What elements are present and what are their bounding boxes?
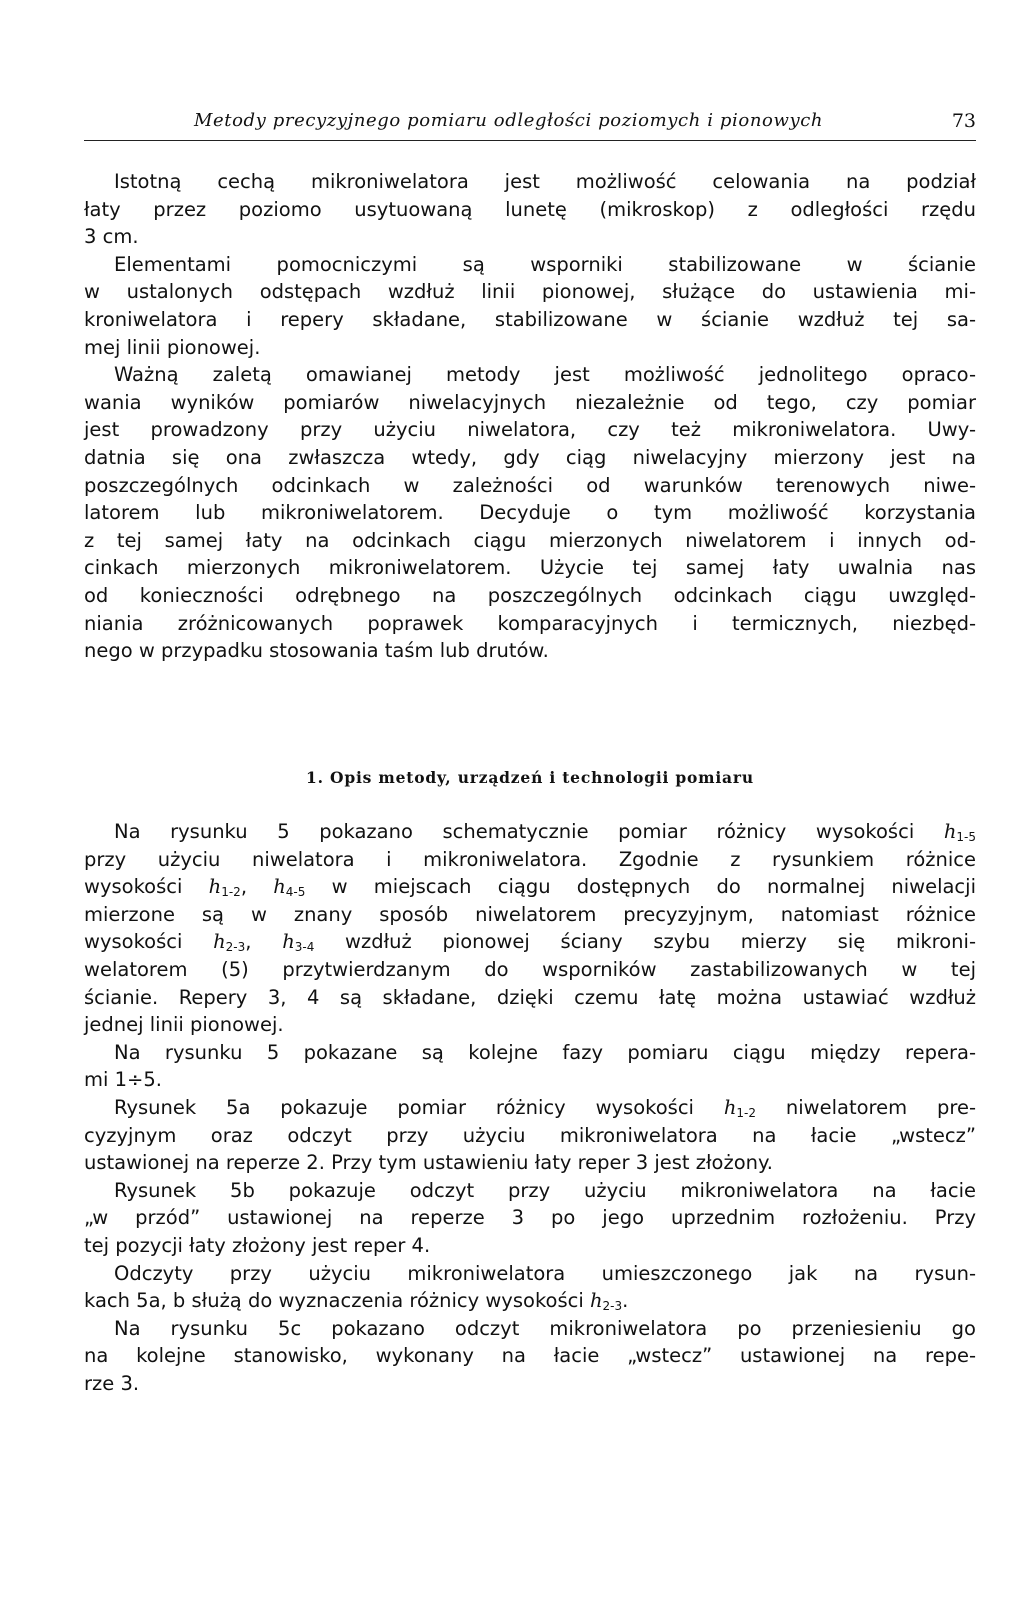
text-line: Ważną zaletą omawianej metody jest możliwość jednolitego opraco-: [114, 363, 976, 387]
text-line: Rysunek 5b pokazuje odczyt przy użyciu mikroniwelatora na łacie: [114, 1178, 976, 1202]
section-heading: 1. Opis metody, urządzeń i technologii pomiaru: [306, 768, 754, 787]
symbol-h: h: [589, 1289, 603, 1313]
paragraph-2: [84, 251, 976, 361]
text-line: kach 5a, b służą do wyznaczenia różnicy wysokości $h_{2-3}$.: [84, 1289, 629, 1314]
text-line: Rysunek 5a pokazuje pomiar różnicy wysokości $h_{1-2}$ niwelatorem pre-: [114, 1095, 976, 1120]
text-block-top: [84, 168, 976, 665]
text-line: ścianie. Repery 3, 4 są składane, dzięki czemu łatę można ustawiać wzdłuż: [84, 985, 976, 1009]
text-line: Elementami pomocniczymi są wsporniki stabilizowane w ścianie: [114, 252, 976, 276]
text-line: jednej linii pionowej.: [84, 1013, 284, 1037]
text-line: mi 1÷5.: [84, 1068, 162, 1092]
page-number: 73: [951, 110, 976, 132]
text-line: jest prowadzony przy użyciu niwelatora, czy też mikroniwelatora. Uwy-: [84, 418, 976, 442]
text-line: welatorem (5) przytwierdzanym do wsporników zastabilizowanych w tej: [84, 957, 976, 981]
text-line: latorem lub mikroniwelatorem. Decyduje o tym możliwość korzystania: [84, 501, 976, 525]
text-line: poszczególnych odcinkach w zależności od warunków terenowych niwe-: [84, 473, 976, 497]
symbol-h: h: [213, 930, 226, 954]
text-line: „w przód” ustawionej na reperze 3 po jego uprzednim rozłożeniu. Przy: [84, 1206, 976, 1230]
text-line: na kolejne stanowisko, wykonany na łacie „wstecz” ustawionej na repe-: [84, 1344, 976, 1368]
text-block-bottom: [84, 818, 976, 1397]
paragraph-6: [84, 1094, 976, 1177]
text-line: mej linii pionowej.: [84, 335, 261, 359]
text-line: Odczyty przy użyciu mikroniwelatora umieszczonego jak na rysun-: [114, 1261, 976, 1285]
symbol-h: h: [943, 820, 957, 843]
symbol-h: h: [282, 930, 295, 954]
symbol-h: h: [723, 1095, 737, 1119]
text-line: Istotną cechą mikroniwelatora jest możliwość celowania na podział: [114, 170, 976, 193]
text-line: ustawionej na reperze 2. Przy tym ustawieniu łaty reper 3 jest złożony.: [84, 1151, 773, 1175]
symbol-h: h: [208, 875, 222, 899]
text-line: z tej samej łaty na odcinkach ciągu mierzonych niwelatorem i innych od-: [84, 528, 976, 552]
text-line: cyzyjnym oraz odczyt przy użyciu mikroniwelatora na łacie „wstecz”: [84, 1123, 976, 1147]
paragraph-1: [84, 168, 976, 251]
paragraph-7: [84, 1177, 976, 1260]
text-line: wysokości $h_{1-2}$, $h_{4-5}$ w miejscach ciągu dostępnych do normalnej niwelacji: [84, 875, 976, 900]
paragraph-4: [84, 818, 976, 1039]
text-line: od konieczności odrębnego na poszczególnych odcinkach ciągu uwzględ-: [84, 583, 976, 607]
paragraph-5: [84, 1039, 976, 1094]
text-line: wania wyników pomiarów niwelacyjnych niezależnie od tego, czy pomiar: [84, 390, 976, 414]
text-line: wysokości $h_{2-3}$, $h_{3-4}$ wzdłuż pionowej ściany szybu mierzy się mikroni-: [84, 930, 976, 955]
text-line: łaty przez poziomo usytuowaną lunetę (mikroskop) z odległości rzędu: [84, 197, 976, 221]
text-line: w ustalonych odstępach wzdłuż linii pionowej, służące do ustawienia mi-: [84, 280, 976, 304]
text-line: rze 3.: [84, 1371, 140, 1395]
text-line: datnia się ona zwłaszcza wtedy, gdy ciąg niwelacyjny mierzony jest na: [84, 445, 976, 469]
text-line: nego w przypadku stosowania taśm lub drutów.: [84, 639, 549, 663]
paragraph-9: [84, 1315, 976, 1398]
text-line: tej pozycji łaty złożony jest reper 4.: [84, 1233, 431, 1257]
text-line: 3 cm.: [84, 225, 139, 249]
text-line: przy użyciu niwelatora i mikroniwelatora. Zgodnie z rysunkiem różnice: [84, 847, 976, 871]
symbol-h: h: [273, 875, 286, 899]
running-header: [84, 110, 976, 141]
text-line: cinkach mierzonych mikroniwelatorem. Użycie tej samej łaty uwalnia nas: [84, 556, 976, 580]
text-line: Na rysunku 5 pokazane są kolejne fazy pomiaru ciągu między repera-: [114, 1040, 976, 1064]
paragraph-3: [84, 361, 976, 665]
text-line: kroniwelatora i repery składane, stabilizowane w ścianie wzdłuż tej sa-: [84, 307, 976, 331]
text-line: niania zróżnicowanych poprawek komparacyjnych i termicznych, niezbęd-: [84, 611, 976, 635]
text-line: mierzone są w znany sposób niwelatorem precyzyjnym, natomiast różnice: [84, 902, 976, 926]
paragraph-8: [84, 1260, 976, 1315]
text-line: Na rysunku 5c pokazano odczyt mikroniwelatora po przeniesieniu go: [114, 1316, 976, 1340]
running-title: Metody precyzyjnego pomiaru odległości poziomych i pionowych: [194, 110, 824, 131]
text-line: Na rysunku 5 pokazano schematycznie pomiar różnicy wysokości $h_{1-5}$: [114, 820, 976, 844]
